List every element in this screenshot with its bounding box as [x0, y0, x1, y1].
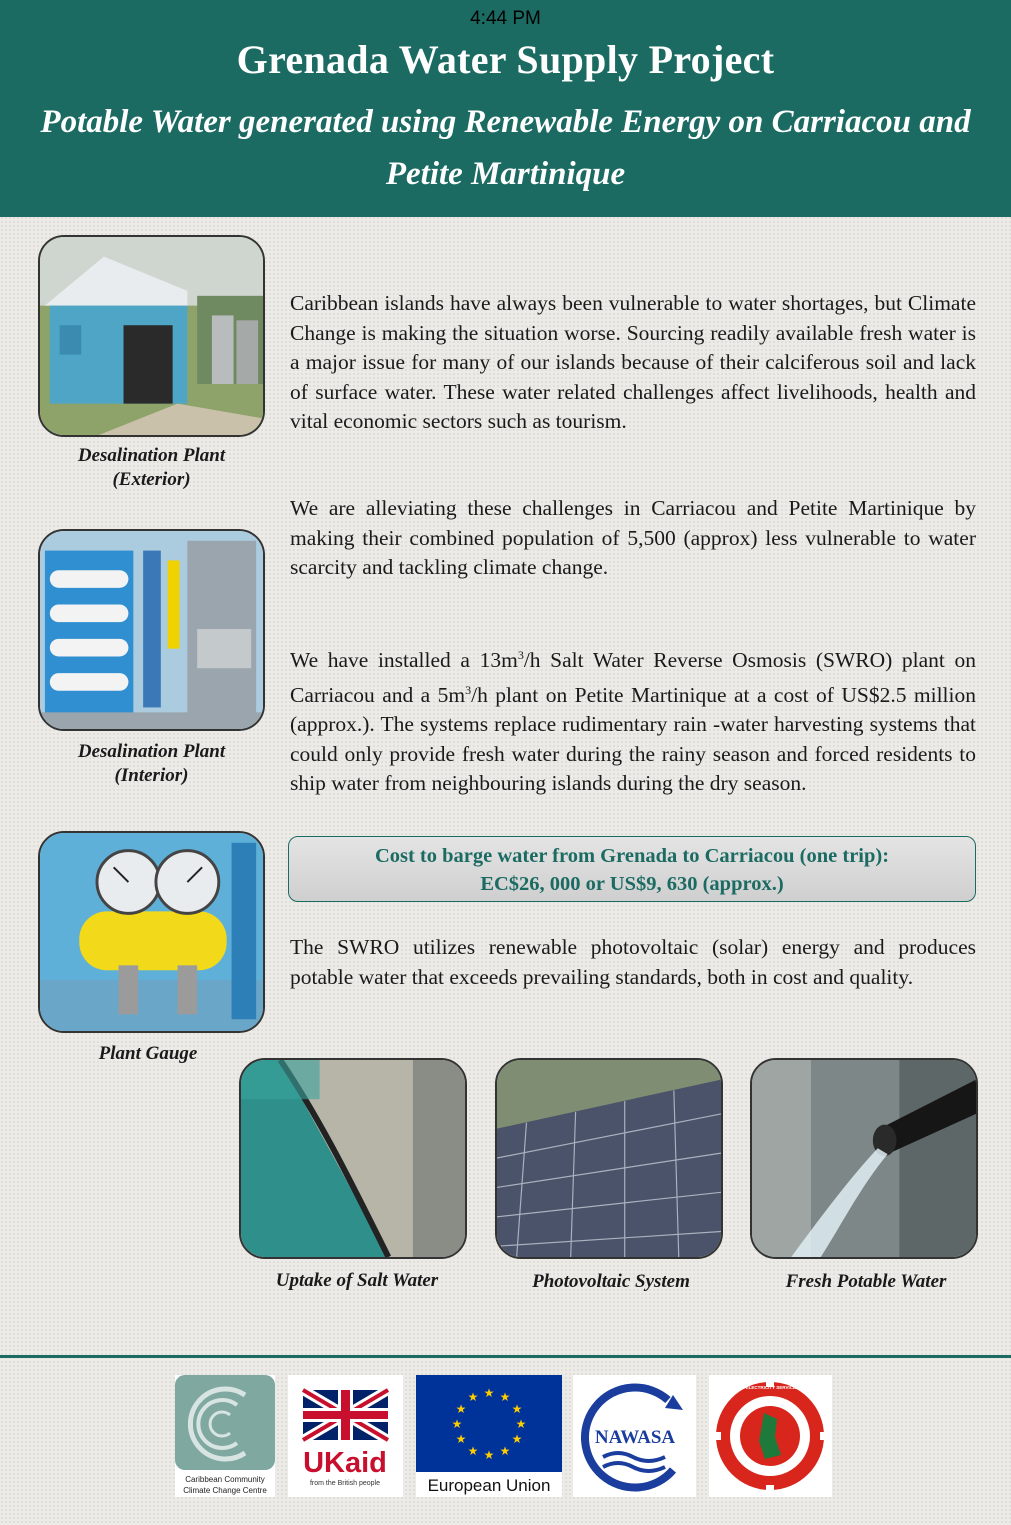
- ccccc-logo-line1: Caribbean Community: [185, 1475, 265, 1484]
- paragraph-vulnerability: Caribbean islands have always been vulnerable to water shortages, but Climate Change is making the situation worse. Sourcing readily available fresh water is a major issue for many of our islands because of their calciferous soil and lack of surface water. These water related challenges affect livelihoods, health and vital economic sectors such as tourism.: [290, 291, 976, 433]
- footer-divider: [0, 1355, 1011, 1358]
- eu-logo-name: European Union: [427, 1476, 551, 1495]
- desalination-exterior-photo: [38, 235, 265, 437]
- intro-paragraph: [290, 289, 976, 437]
- barge-cost-line2: EC$26, 000 or US$9, 630 (approx.): [480, 873, 784, 895]
- grenlec-logo: [709, 1375, 832, 1497]
- installation-text-a: We have installed a 13m: [290, 648, 518, 673]
- ukaid-logo-name: UKaid: [303, 1447, 387, 1479]
- svg-text:★: ★: [483, 1448, 495, 1462]
- plant-gauge-photo: [38, 831, 265, 1033]
- nawasa-logo: [573, 1375, 696, 1497]
- ukaid-logo-tagline: from the British people: [309, 1480, 381, 1487]
- svg-text:★: ★: [467, 1444, 479, 1458]
- paragraph-swro: The SWRO utilizes renewable photovoltaic (solar) energy and produces potable water that exceeds prevailing standards, both in cost and quality.: [290, 935, 976, 989]
- page-subtitle: Potable Water generated using Renewable Energy on Carriacou and Petite Martinique: [40, 104, 971, 192]
- superscript-cubed-1: 3: [517, 648, 524, 662]
- desalination-interior-photo: [38, 529, 265, 731]
- ccccc-logo: [175, 1375, 275, 1497]
- ccccc-logo-line2: Climate Change Centre: [183, 1486, 267, 1495]
- installation-paragraph: [290, 641, 976, 799]
- installation-text-b: /h Salt Water Reverse Osmosis (SWRO) plant on Carriacou and a 5m: [290, 648, 976, 707]
- svg-text:★: ★: [483, 1386, 495, 1400]
- interior-caption-line1: Desalination Plant: [77, 741, 226, 762]
- interior-caption: [38, 740, 265, 788]
- gauge-caption: Plant Gauge: [98, 1043, 198, 1064]
- exterior-caption-line2: (Exterior): [112, 469, 191, 490]
- svg-text:★: ★: [455, 1432, 467, 1446]
- svg-text:★: ★: [451, 1417, 463, 1431]
- page-title: Grenada Water Supply Project: [236, 37, 775, 82]
- paragraph-alleviation: We are alleviating these challenges in Carriacou and Petite Martinique by making their combined population of 5,500 (approx) less vulnerable to water scarcity and tackling climate change.: [290, 496, 976, 579]
- svg-text:★: ★: [467, 1390, 479, 1404]
- interior-caption-line2: (Interior): [114, 765, 189, 786]
- exterior-caption-line1: Desalination Plant: [77, 445, 226, 466]
- salt-water-uptake-photo: [239, 1058, 467, 1259]
- barge-cost-line1: Cost to barge water from Grenada to Carriacou (one trip):: [374, 845, 890, 867]
- ukaid-logo: [288, 1375, 403, 1497]
- header-banner: [0, 0, 1011, 217]
- barge-cost-callout: [288, 836, 976, 902]
- pv-caption: Photovoltaic System: [532, 1271, 690, 1292]
- status-bar-time: 4:44 PM: [470, 8, 541, 29]
- superscript-cubed-2: 3: [465, 682, 472, 697]
- svg-text:★: ★: [511, 1432, 523, 1446]
- fresh-caption: Fresh Potable Water: [785, 1271, 947, 1292]
- exterior-caption: [38, 444, 265, 492]
- svg-text:★: ★: [511, 1402, 523, 1416]
- alleviation-paragraph: [290, 494, 976, 583]
- nawasa-logo-name: NAWASA: [594, 1427, 676, 1448]
- paragraph-installation: [290, 641, 976, 799]
- european-union-logo: [416, 1375, 562, 1497]
- svg-text:★: ★: [515, 1417, 527, 1431]
- grenlec-logo-name: GRENADA ELECTRICITY SERVICES LIMITED: [721, 1385, 819, 1390]
- photovoltaic-photo: [495, 1058, 723, 1259]
- installation-text-c: /h plant on Petite Martinique at a cost of US$2.5 million (approx.). The systems replace rudimentary rain -water harvesting systems that could only provide fresh water during the rainy season and forced residents to ship water from neighbouring islands during the dry season.: [290, 682, 976, 796]
- svg-text:★: ★: [499, 1390, 511, 1404]
- uptake-caption: Uptake of Salt Water: [275, 1270, 439, 1291]
- svg-text:★: ★: [455, 1402, 467, 1416]
- svg-text:★: ★: [499, 1444, 511, 1458]
- fresh-water-photo: [750, 1058, 978, 1259]
- swro-paragraph: [290, 933, 976, 992]
